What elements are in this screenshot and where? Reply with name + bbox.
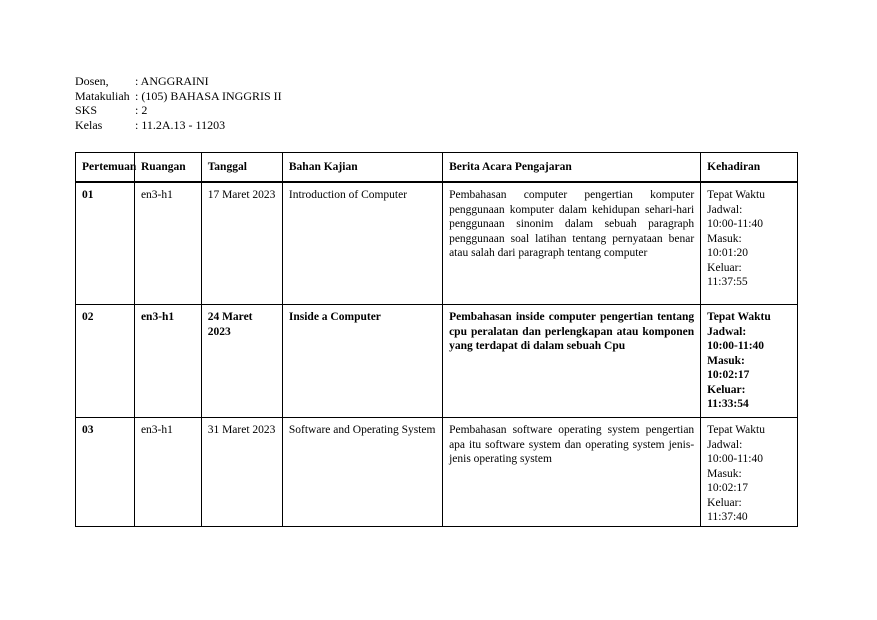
tanggal-cell: 24 Maret 2023 [201, 305, 282, 418]
kehadiran-status: Tepat Waktu [707, 311, 771, 323]
keluar-label: Keluar: [707, 261, 742, 274]
jadwal-value: 10:00-11:40 [707, 453, 763, 465]
sks-label: SKS [75, 103, 98, 117]
masuk-label: Masuk: [707, 232, 742, 245]
keluar-label: Keluar: [707, 496, 742, 509]
column-header-tanggal: Tanggal [201, 153, 282, 183]
masuk-value: 10:01:20 [707, 247, 749, 259]
keluar-value: 11:33:54 [707, 398, 749, 410]
column-header-kehadiran: Kehadiran [701, 153, 798, 183]
jadwal-label: Jadwal: [707, 438, 743, 451]
attendance-table [75, 152, 798, 527]
masuk-value: 10:02:17 [707, 482, 749, 494]
table-row [76, 418, 798, 527]
kelas-label: Kelas [75, 117, 103, 132]
dosen-value: : ANGGRAINI [135, 74, 209, 88]
column-header-ruangan: Ruangan [134, 153, 201, 183]
course-info [75, 74, 282, 132]
pertemuan-cell: 01 [76, 182, 135, 305]
dosen-label: Dosen, [75, 74, 109, 88]
tanggal-cell: 31 Maret 2023 [201, 418, 282, 527]
bahan-kajian-cell: Introduction of Computer [282, 182, 442, 305]
tanggal-cell: 17 Maret 2023 [201, 182, 282, 305]
berita-acara-cell: Pembahasan inside computer pengertian tentang cpu peralatan dan perlengkapan atau komponen yang terdapat di dalam sebuah Cpu [443, 305, 701, 418]
dosen-row [75, 74, 282, 89]
column-header-bahan-kajian: Bahan Kajian [282, 153, 442, 183]
keluar-label: Keluar: [707, 383, 746, 396]
kehadiran-cell [701, 305, 798, 418]
berita-acara-cell: Pembahasan software operating system pengertian apa itu software system dan operating system jenis-jenis operating system [443, 418, 701, 527]
keluar-value: 11:37:55 [707, 276, 748, 288]
sks-value: : 2 [135, 103, 148, 117]
ruangan-cell: en3-h1 [134, 182, 201, 305]
berita-acara-cell: Pembahasan computer pengertian komputer penggunaan komputer dalam kehidupan sehari-hari penggunaan sinonim dalam sebuah paragraph penggunaan soal latihan tentang pernyataan benar atau salah dari paragraph tentang computer [443, 182, 701, 305]
pertemuan-cell: 02 [76, 305, 135, 418]
jadwal-value: 10:00-11:40 [707, 340, 765, 352]
kehadiran-status: Tepat Waktu [707, 189, 765, 201]
masuk-label: Masuk: [707, 354, 745, 367]
sks-row [75, 103, 282, 118]
kehadiran-cell [701, 182, 798, 305]
table-row [76, 182, 798, 305]
ruangan-cell: en3-h1 [134, 305, 201, 418]
jadwal-value: 10:00-11:40 [707, 218, 763, 230]
matakuliah-label: Matakuliah [75, 88, 130, 103]
kelas-value: : 11.2A.13 - 11203 [135, 117, 226, 132]
bahan-kajian-cell: Inside a Computer [282, 305, 442, 418]
masuk-label: Masuk: [707, 467, 742, 480]
jadwal-label: Jadwal: [707, 203, 743, 216]
bahan-kajian-cell: Software and Operating System [282, 418, 442, 527]
matakuliah-row [75, 89, 282, 104]
table-row [76, 305, 798, 418]
column-header-berita-acara: Berita Acara Pengajaran [443, 153, 701, 183]
kehadiran-status: Tepat Waktu [707, 424, 765, 436]
jadwal-label: Jadwal: [707, 325, 747, 338]
keluar-value: 11:37:40 [707, 511, 748, 523]
kehadiran-cell [701, 418, 798, 527]
column-header-pertemuan: Pertemuan [76, 153, 135, 183]
ruangan-cell: en3-h1 [134, 418, 201, 527]
pertemuan-cell: 03 [76, 418, 135, 527]
masuk-value: 10:02:17 [707, 369, 750, 381]
table-header-row [76, 153, 798, 183]
matakuliah-value: : (105) BAHASA INGGRIS II [135, 88, 282, 103]
kelas-row [75, 118, 282, 133]
